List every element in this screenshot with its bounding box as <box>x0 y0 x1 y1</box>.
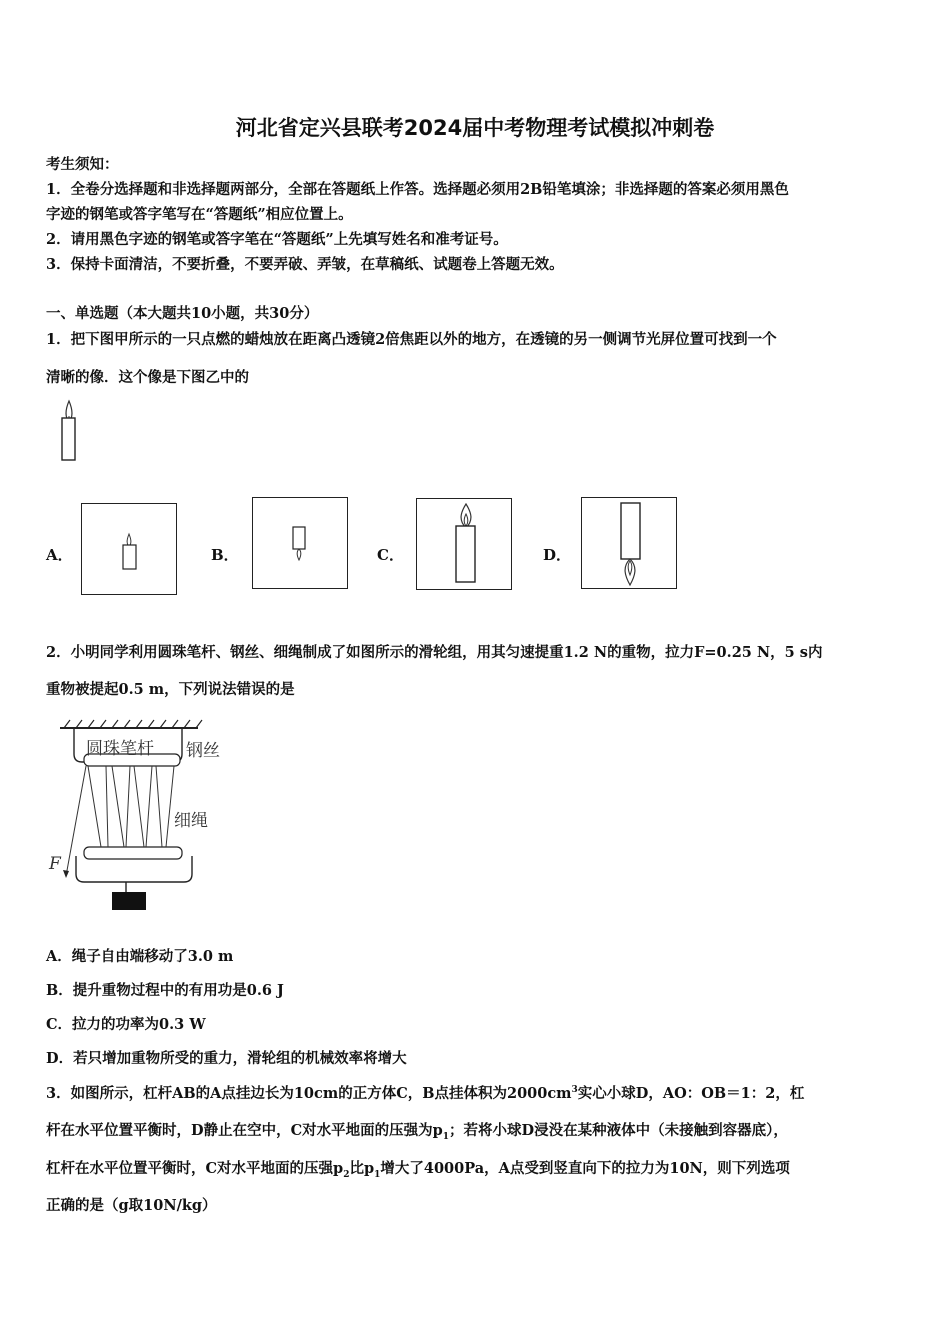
notice-item: 3．保持卡面清洁，不要折叠，不要弄破、弄皱，在草稿纸、试题卷上答题无效。 <box>46 256 564 273</box>
notice-item: 1．全卷分选择题和非选择题两部分，全部在答题纸上作答。选择题必须用2B铅笔填涂；非选择题的答案必须用黑色 <box>46 181 789 198</box>
q1-option-a-label[interactable]: A． <box>46 546 73 564</box>
force-label: F <box>49 854 61 874</box>
q3-text: 杆在水平位置平衡时，D静止在空中，C对水平地面的压强为$p_1$；若将小球D浸没在某种液体中（未接触到容器底）， <box>46 1122 788 1142</box>
rope-label: 细绳 <box>174 811 208 831</box>
notice-item: 字迹的钢笔或答字笔写在“答题纸”相应位置上。 <box>46 206 353 223</box>
q2-option-a[interactable]: A．绳子自由端移动了3.0 m <box>46 948 234 965</box>
q3-text: 正确的是（g取10N/kg） <box>46 1197 217 1214</box>
page-title: 河北省定兴县联考2024届中考物理考试模拟冲刺卷 <box>235 116 715 140</box>
section-heading: 一、单选题（本大题共10小题，共30分） <box>46 305 319 322</box>
notice-heading: 考生须知： <box>46 156 119 173</box>
q1-text: 清晰的像．这个像是下图乙中的 <box>46 369 249 386</box>
q1-option-d-image[interactable] <box>581 497 677 589</box>
pulley-figure <box>46 716 246 916</box>
q1-option-c-label[interactable]: C． <box>377 546 404 564</box>
wire-label: 钢丝 <box>186 741 220 761</box>
q1-option-d-label[interactable]: D． <box>543 546 572 564</box>
q1-option-a-image[interactable] <box>81 503 177 595</box>
pen-tube-label: 圆珠笔杆 <box>86 739 154 759</box>
q2-text: 2．小明同学利用圆珠笔杆、钢丝、细绳制成了如图所示的滑轮组，用其匀速提重1.2 N的重物，拉力F=0.25 N，5 s内 <box>46 644 823 661</box>
candle-figure <box>56 398 86 464</box>
q3-text: 杠杆在水平位置平衡时，C对水平地面的压强$p_2$比$p_1$增大了4000Pa，A点受到竖直向下的拉力为10N，则下列选项 <box>46 1160 790 1180</box>
q2-option-d[interactable]: D．若只增加重物所受的重力，滑轮组的机械效率将增大 <box>46 1050 407 1067</box>
notice-item: 2．请用黑色字迹的钢笔或答字笔在“答题纸”上先填写姓名和准考证号。 <box>46 231 508 248</box>
q2-option-b[interactable]: B．提升重物过程中的有用功是0.6 J <box>46 982 284 999</box>
q1-option-b-image[interactable] <box>252 497 348 589</box>
q1-option-b-label[interactable]: B． <box>211 546 239 564</box>
q2-text: 重物被提起0.5 m，下列说法错误的是 <box>46 681 295 698</box>
q3-text: 3．如图所示，杠杆AB的A点挂边长为10cm的正方体C，B点挂体积为$2000cm^3$实心小球D，AO：OB＝1：2，杠 <box>46 1085 805 1102</box>
q2-option-c[interactable]: C．拉力的功率为0.3 W <box>46 1016 206 1033</box>
q1-option-c-image[interactable] <box>416 498 512 590</box>
q1-text: 1．把下图甲所示的一只点燃的蜡烛放在距离凸透镜2倍焦距以外的地方，在透镜的另一侧调节光屏位置可找到一个 <box>46 331 777 348</box>
